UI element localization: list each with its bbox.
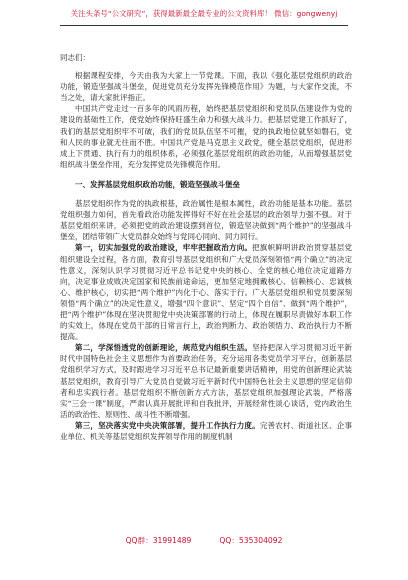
point-3-text: 完善农村、街道社区、企事业单位、机关等基层党组织发挥领导作用的制度机制: [60, 420, 353, 441]
footer-qq: QQ：535304092: [219, 536, 283, 545]
point-1-text: 把旗帜鲜明讲政治贯穿基层党组织建设全过程，各方面，教育引导基层党组织和广大党员深刻领悟“两个确立”的决定性意义，深刻认识学习贯彻习近平总书记党中央的核心、全党的核心地位决定道路方向，决定事业成败决定国家和民族前途命运，更加坚定地拥戴核心、信赖核心、忠诚核心、维护核心，切实把“两个维护”内化于心、落实于行。广大基层党组织和党员要深刻领悟“两个确立”的决定性意义，增强“四个意识”、坚定“四个自信”、做到“两个维护”，把“两个维护”体现在坚决贯彻党中央决策部署的行动上，体现在履职尽责做好本职工作的实效上，体现在党员干部的日常言行上，政治判断力、政治领悟力、政治执行力不断提高。: [60, 243, 353, 342]
point-1-lead: 第一，切实加强党的政治建设，牢牢把握政治方向。: [75, 243, 253, 253]
header-banner: 关注头条号“公文研究”，获得最新最全最专业的公文资料库！ 微信：gongwenyj: [70, 9, 338, 18]
header-divider: [60, 25, 348, 26]
greeting: 同志们：: [60, 53, 90, 62]
point-2-lead: 第二，学深悟透党的创新理论，规范党内组织生活。: [75, 343, 253, 353]
intro-paragraph-2: 中国共产党走过一百多年的风雨历程，始终把基层党组织和党员队伍建设作为党的建设的基础性工作，使党始终保持旺盛生命力和强大战斗力。把基层党建工作抓好了，我们的基层党组织牢不可破，我们的党员队伍坚不可摧，党的执政地位就坚如磐石，党和人民的事业就无往而不胜。中国共产党是马克思主义政党，健全基层党组织，促进形成上下贯通、执行有力的组织体系，必须强化基层党组织的政治功能，从而增强基层党组织战斗堡垒作用，充分发挥党员先锋模范作用。: [60, 104, 352, 169]
footer-contact: [0, 535, 408, 546]
document-body: [60, 52, 352, 442]
point-2-paragraph: [60, 342, 352, 420]
point-3-paragraph: [60, 420, 352, 442]
point-1-paragraph: [60, 242, 352, 342]
footer-qq-group: QQ群：31991489: [125, 536, 192, 545]
point-2-text: 坚持把深入学习贯彻习近平新时代中国特色社会主义思想作为首要政治任务，充分运用各类党员学习平台，创新基层党组织学习方式，及时跟进学习习近平总书记最新重要讲话精神，用党的创新理论武装基层党组织，教育引导广大党员自觉做习近平新时代中国特色社会主义思想的坚定信仰者和忠实践行者。基层党组织不断创新方式方法，基层党组织加强理论武装，严格落实“三会一课”制度，严肃认真开展批评和自我批评，开展经常性谈心谈话，党内政治生活的政治性、原则性、战斗性不断增强。: [60, 343, 353, 419]
point-3-lead: 第三，坚决落实党中央决策部署，提升工作执行力度。: [75, 420, 260, 430]
section1-paragraph: 基层党组织作为党的执政根基，政治属性是根本属性，政治功能是基本功能。基层党组织强力如何，首先看政治功能发挥得好不好在社会基层的政治领导力强不强。对于基层党组织来讲，必须把党的政治建设摆到首位，锻造坚决做到“两个维护”的坚强战斗堡垒，团结带领广大党员群众始终与党同心同向、同力同行。: [60, 199, 352, 242]
intro-paragraph-1: 根据课程安排，今天由我为大家上一节党课。下面，我以《强化基层党组织的政治功能，锻造坚强战斗堡垒，促进党员充分发挥先锋模范作用》为题，与大家作交流，不当之处，请大家批评指正。: [60, 71, 352, 103]
section-heading-1: 一、发挥基层党组织政治功能，锻造坚强战斗堡垒: [75, 179, 240, 189]
